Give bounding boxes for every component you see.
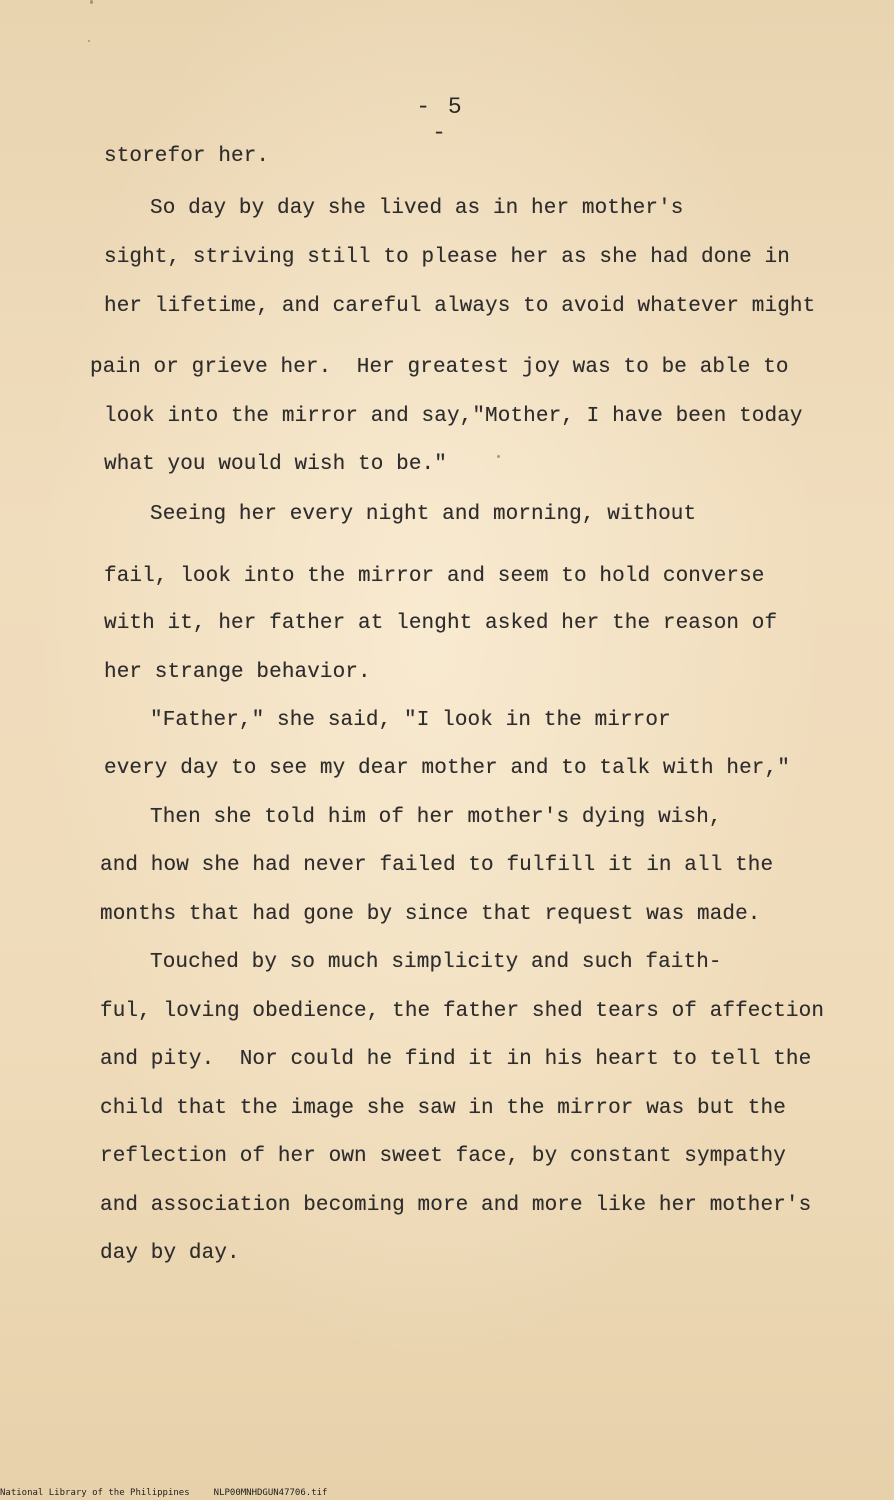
text-line: months that had gone by since that request was made. — [100, 903, 761, 926]
text-line: storefor her. — [104, 145, 270, 168]
text-line: and how she had never failed to fulfill it in all the — [100, 854, 774, 877]
scan-footer — [0, 1488, 327, 1499]
paper-speck — [88, 40, 90, 42]
text-line: "Father," she said, "I look in the mirror — [150, 709, 671, 732]
text-line: child that the image she saw in the mirror was but the — [100, 1097, 786, 1120]
text-line: Seeing her every night and morning, without — [150, 503, 697, 526]
text-line: every day to see my dear mother and to talk with her," — [104, 757, 790, 780]
text-line: Then she told him of her mother's dying wish, — [150, 806, 722, 829]
text-line: reflection of her own sweet face, by constant sympathy — [100, 1145, 786, 1168]
text-line: So day by day she lived as in her mother's — [150, 197, 684, 220]
text-line: her lifetime, and careful always to avoid whatever might — [104, 295, 816, 318]
text-line: sight, striving still to please her as she had done in — [104, 246, 790, 269]
text-line: fail, look into the mirror and seem to hold converse — [104, 565, 765, 588]
library-credit: National Library of the Philippines — [0, 1488, 190, 1498]
text-line: and pity. Nor could he find it in his heart to tell the — [100, 1048, 812, 1071]
text-line: day by day. — [100, 1242, 240, 1265]
page-number: - 5 - — [416, 94, 464, 146]
text-line: Touched by so much simplicity and such faith- — [150, 951, 722, 974]
text-line: pain or grieve her. Her greatest joy was to be able to — [90, 356, 789, 379]
text-line: and association becoming more and more like her mother's — [100, 1194, 812, 1217]
scan-filename: NLP00MNHDGUN47706.tif — [213, 1488, 328, 1498]
paper-speck — [90, 0, 93, 4]
text-line: with it, her father at lenght asked her the reason of — [104, 612, 778, 635]
text-line: what you would wish to be." — [104, 453, 447, 476]
text-line: ful, loving obedience, the father shed tears of affection — [100, 1000, 825, 1023]
paper-speck — [497, 455, 500, 458]
text-line: look into the mirror and say,"Mother, I have been today — [104, 405, 803, 428]
text-line: her strange behavior. — [104, 661, 371, 684]
